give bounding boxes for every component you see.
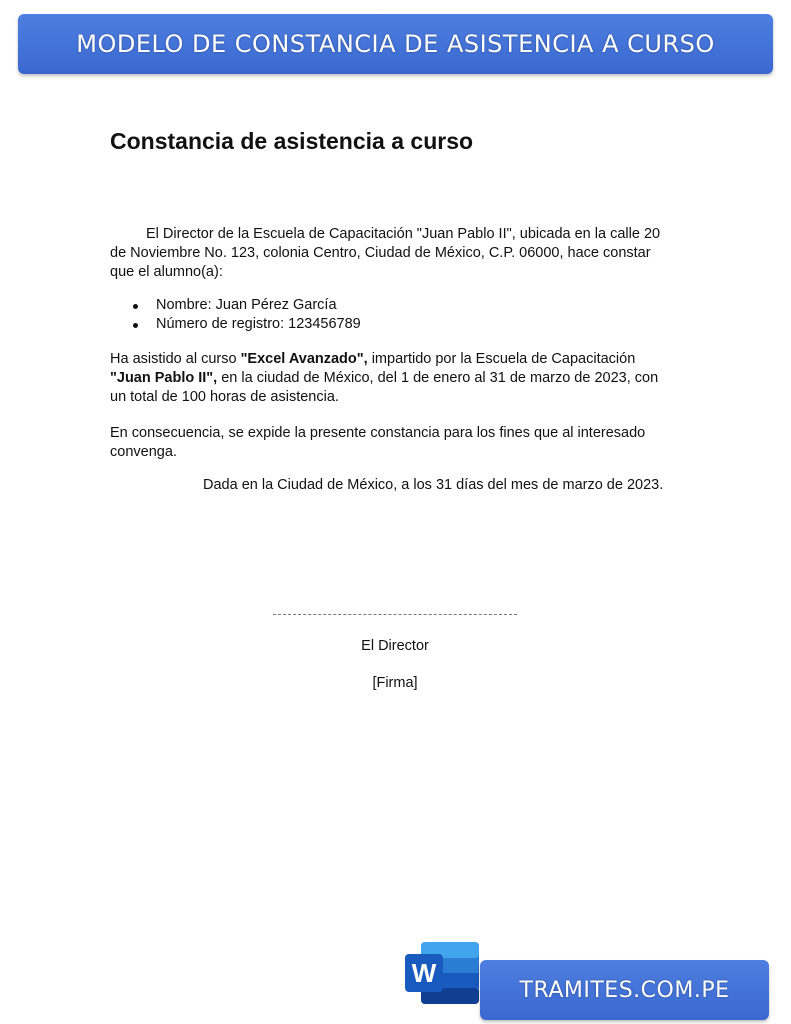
signature-line: [273, 614, 517, 615]
course-middle: impartido por la Escuela de Capacitación: [367, 351, 636, 367]
document-title: Constancia de asistencia a curso: [110, 128, 474, 154]
consequence-paragraph: En consecuencia, se expide la presente constancia para los fines que al interesado convenga.: [110, 425, 646, 460]
intro-text: El Director de la Escuela de Capacitación "Juan Pablo II", ubicada en la calle 20 de Noviembre No. 123, colonia Centro, Ciudad de México, C.P. 06000, hace constar que el alumno(a):: [110, 226, 661, 280]
word-icon: [405, 942, 479, 1004]
footer-banner[interactable]: [480, 960, 769, 1020]
list-item: [110, 296, 361, 315]
intro-paragraph: [110, 225, 670, 282]
bullet-icon: [133, 323, 138, 328]
student-info-list: [110, 296, 361, 334]
course-paragraph: [110, 350, 670, 407]
signature-placeholder: [Firma]: [372, 675, 418, 691]
course-suffix: en la ciudad de México, del 1 de enero al 31 de marzo de 2023, con un total de 100 horas de asistencia.: [110, 370, 659, 405]
word-icon-letter: W: [411, 958, 437, 988]
header-banner-title: MODELO DE CONSTANCIA DE ASISTENCIA A CURSO: [76, 30, 715, 58]
list-item: [110, 315, 361, 334]
course-name: "Excel Avanzado",: [240, 351, 368, 367]
course-prefix: Ha asistido al curso: [110, 351, 241, 367]
student-registration: Número de registro: 123456789: [156, 316, 361, 332]
school-name: "Juan Pablo II",: [110, 370, 218, 386]
date-line: Dada en la Ciudad de México, a los 31 días del mes de marzo de 2023.: [203, 477, 664, 493]
student-name: Nombre: Juan Pérez García: [156, 297, 337, 313]
footer-banner-text: TRAMITES.COM.PE: [519, 977, 730, 1003]
bullet-icon: [133, 304, 138, 309]
signature-role: El Director: [361, 638, 429, 654]
header-banner: [18, 14, 773, 74]
